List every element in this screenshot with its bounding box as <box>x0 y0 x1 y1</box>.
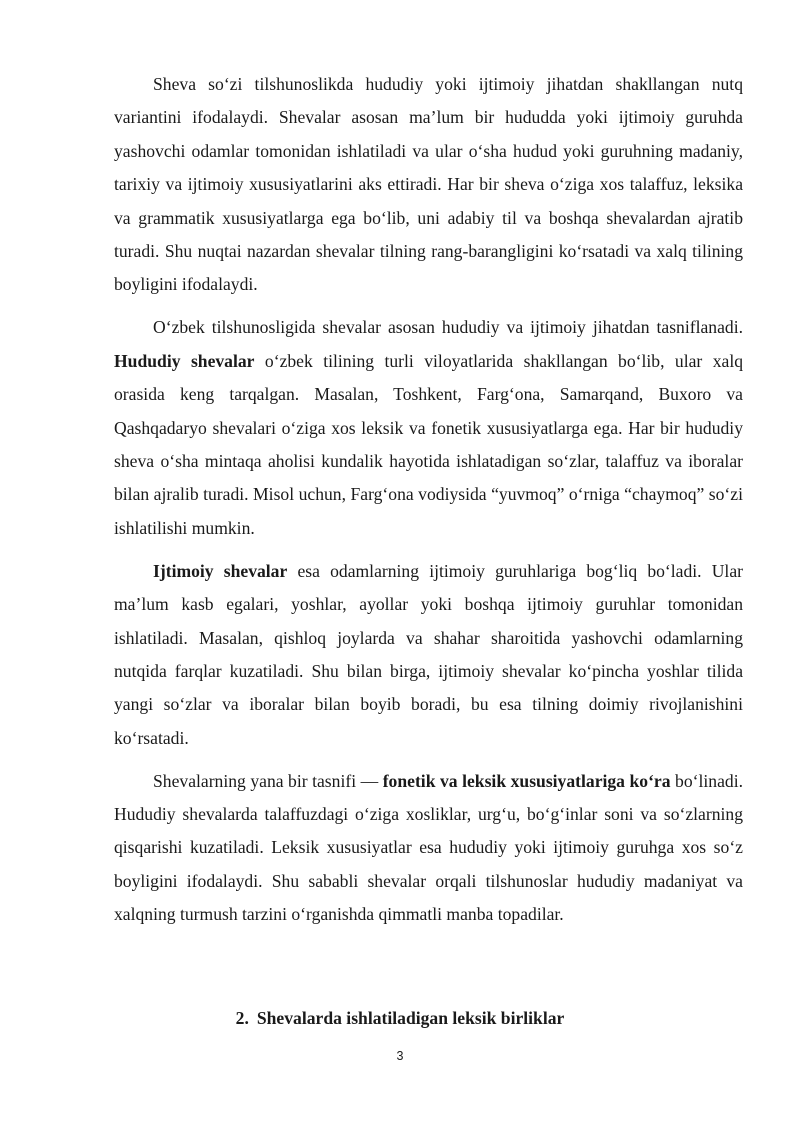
paragraph-2 <box>114 311 743 545</box>
paragraph-3-bold-term: Ijtimoiy shevalar <box>153 560 288 581</box>
paragraph-2-bold-term: Hududiy shevalar <box>114 350 255 371</box>
paragraph-4 <box>114 765 743 932</box>
paragraph-2-text-a: O‘zbek tilshunosligida shevalar asosan hududiy va ijtimoiy jihatdan tasniflanadi. <box>153 317 743 338</box>
paragraph-3 <box>114 555 743 755</box>
section-heading <box>0 1004 800 1032</box>
section-number: 2. <box>235 1008 249 1028</box>
page-number: 3 <box>396 1049 404 1063</box>
paragraph-1 <box>114 68 743 302</box>
document-body <box>114 68 743 941</box>
section-title: Shevalarda ishlatiladigan leksik birliklar <box>256 1008 565 1028</box>
paragraph-3-text: esa odamlarning ijtimoiy guruhlariga bog‘liq bo‘ladi. Ular ma’lum kasb egalari, yoshlar, ayollar yoki boshqa ijtimoiy guruhlar tomonidan ishlatiladi. Masalan, qishloq joylarda va shahar sharoitida yashovchi odamlarning nutqida farqlar kuzatiladi. Shu bilan birga, ijtimoiy shevalar ko‘pincha yoshlar tilida yangi so‘zlar va iboralar bilan boyib boradi, bu esa tilning doimiy rivojlanishini ko‘rsatadi. <box>114 560 743 748</box>
paragraph-1-text: Sheva so‘zi tilshunoslikda hududiy yoki ijtimoiy jihatdan shakllangan nutq variantini ifodalaydi. Shevalar asosan ma’lum bir hududda yoki ijtimoiy guruhda yashovchi odamlar tomonidan ishlatiladi va ular o‘sha hudud yoki guruhning madaniy, tarixiy va ijtimoiy xususiyatlarini aks ettiradi. Har bir sheva o‘ziga xos talaffuz, leksika va grammatik xususiyatlarga ega bo‘lib, uni adabiy til va boshqa shevalardan ajratib turadi. Shu nuqtai nazardan shevalar tilning rang-barangligini ko‘rsatadi va xalq tilining boyligini ifodalaydi. <box>114 74 743 295</box>
paragraph-4-text-b: bo‘linadi. Hududiy shevalarda talaffuzdagi o‘ziga xosliklar, urg‘u, bo‘g‘inlar soni va so‘zlarning qisqarishi kuzatiladi. Leksik xususiyatlar esa hududiy yoki ijtimoiy guruhga xos so‘z boyligini ifodalaydi. Shu sababli shevalar orqali tilshunoslar hududiy madaniyat va xalqning turmush tarzini o‘rganishda qimmatli manba topadilar. <box>114 770 743 925</box>
paragraph-2-text-b: o‘zbek tilining turli viloyatlarida shakllangan bo‘lib, ular xalq orasida keng tarqalgan. Masalan, Toshkent, Farg‘ona, Samarqand, Buxoro va Qashqadaryo shevalari o‘ziga xos leksik va fonetik xususiyatlarga ega. Har bir hududiy sheva o‘sha mintaqa aholisi kundalik hayotida ishlatadigan so‘zlar, talaffuz va iboralar bilan ajralib turadi. Misol uchun, Farg‘ona vodiysida “yuvmoq” o‘rniga “chaymoq” so‘zi ishlatilishi mumkin. <box>114 350 743 538</box>
paragraph-4-bold-term: fonetik va leksik xususiyatlariga ko‘ra <box>382 770 671 791</box>
paragraph-4-text-a: Shevalarning yana bir tasnifi — <box>153 770 383 791</box>
